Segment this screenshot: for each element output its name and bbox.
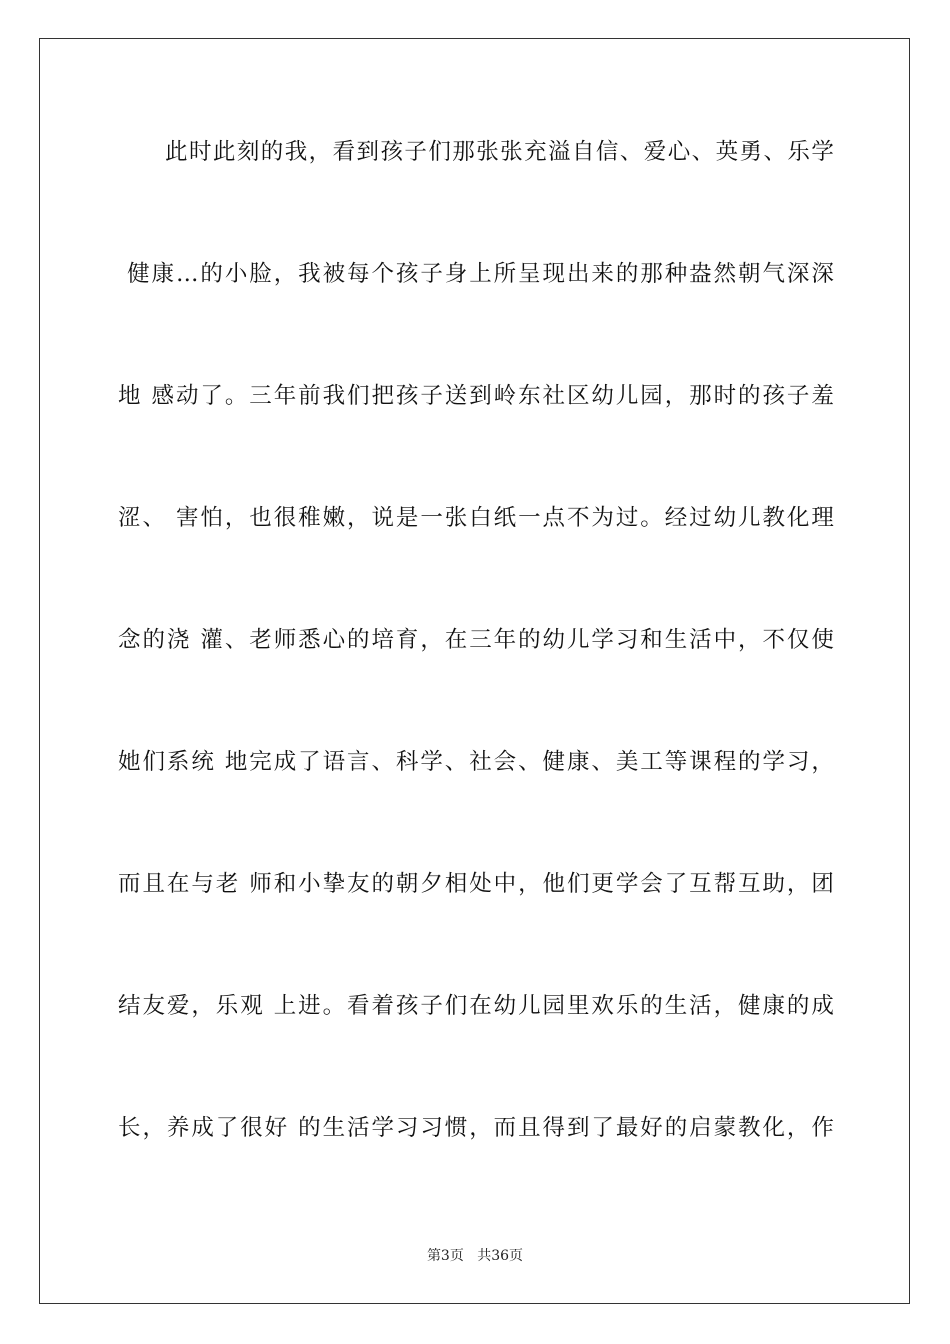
paragraph-line: 地 感 动 了 。 三 年 前 我 们 把 孩 子 送 到 岭 东 社 区 幼 儿 园 ， 那 时 的 孩 子 羞 — [118, 383, 834, 409]
paragraph-line: 此 时 此 刻 的 我 ， 看 到 孩 子 们 那 张 张 充 溢 自 信 、 爱 心 、 英 勇 、 乐 学 — [165, 139, 834, 165]
paragraph-line: 涩 、 害 怕 ， 也 很 稚 嫩 ， 说 是 一 张 白 纸 一 点 不 为 过 。 经 过 幼 儿 教 化 理 — [118, 505, 834, 531]
paragraph-line: 结 友 爱 ， 乐 观 上 进 。 看 着 孩 子 们 在 幼 儿 园 里 欢 乐 的 生 活 ， 健 康 的 成 — [118, 993, 834, 1019]
page-footer — [0, 1246, 950, 1266]
paragraph-line: 长 ， 养 成 了 很 好 的 生 活 学 习 习 惯 ， 而 且 得 到 了 最 好 的 启 蒙 教 化 ， 作 — [118, 1115, 834, 1141]
paragraph-line: 健 康 … 的 小 脸 ， 我 被 每 个 孩 子 身 上 所 呈 现 出 来 的 那 种 盎 然 朝 气 深 深 — [127, 261, 834, 287]
paragraph-line: 念 的 浇 灌 、 老 师 悉 心 的 培 育 ， 在 三 年 的 幼 儿 学 习 和 生 活 中 ， 不 仅 使 — [118, 627, 834, 653]
paragraph-line: 她 们 系 统 地 完 成 了 语 言 、 科 学 、 社 会 、 健 康 、 美 工 等 课 程 的 学 习 ， — [118, 749, 834, 775]
paragraph-line: 而 且 在 与 老 师 和 小 挚 友 的 朝 夕 相 处 中 ， 他 们 更 学 会 了 互 帮 互 助 ， 团 — [118, 871, 834, 897]
page-total: 共36页 — [477, 1248, 524, 1264]
page-number: 第3页 — [426, 1248, 464, 1264]
